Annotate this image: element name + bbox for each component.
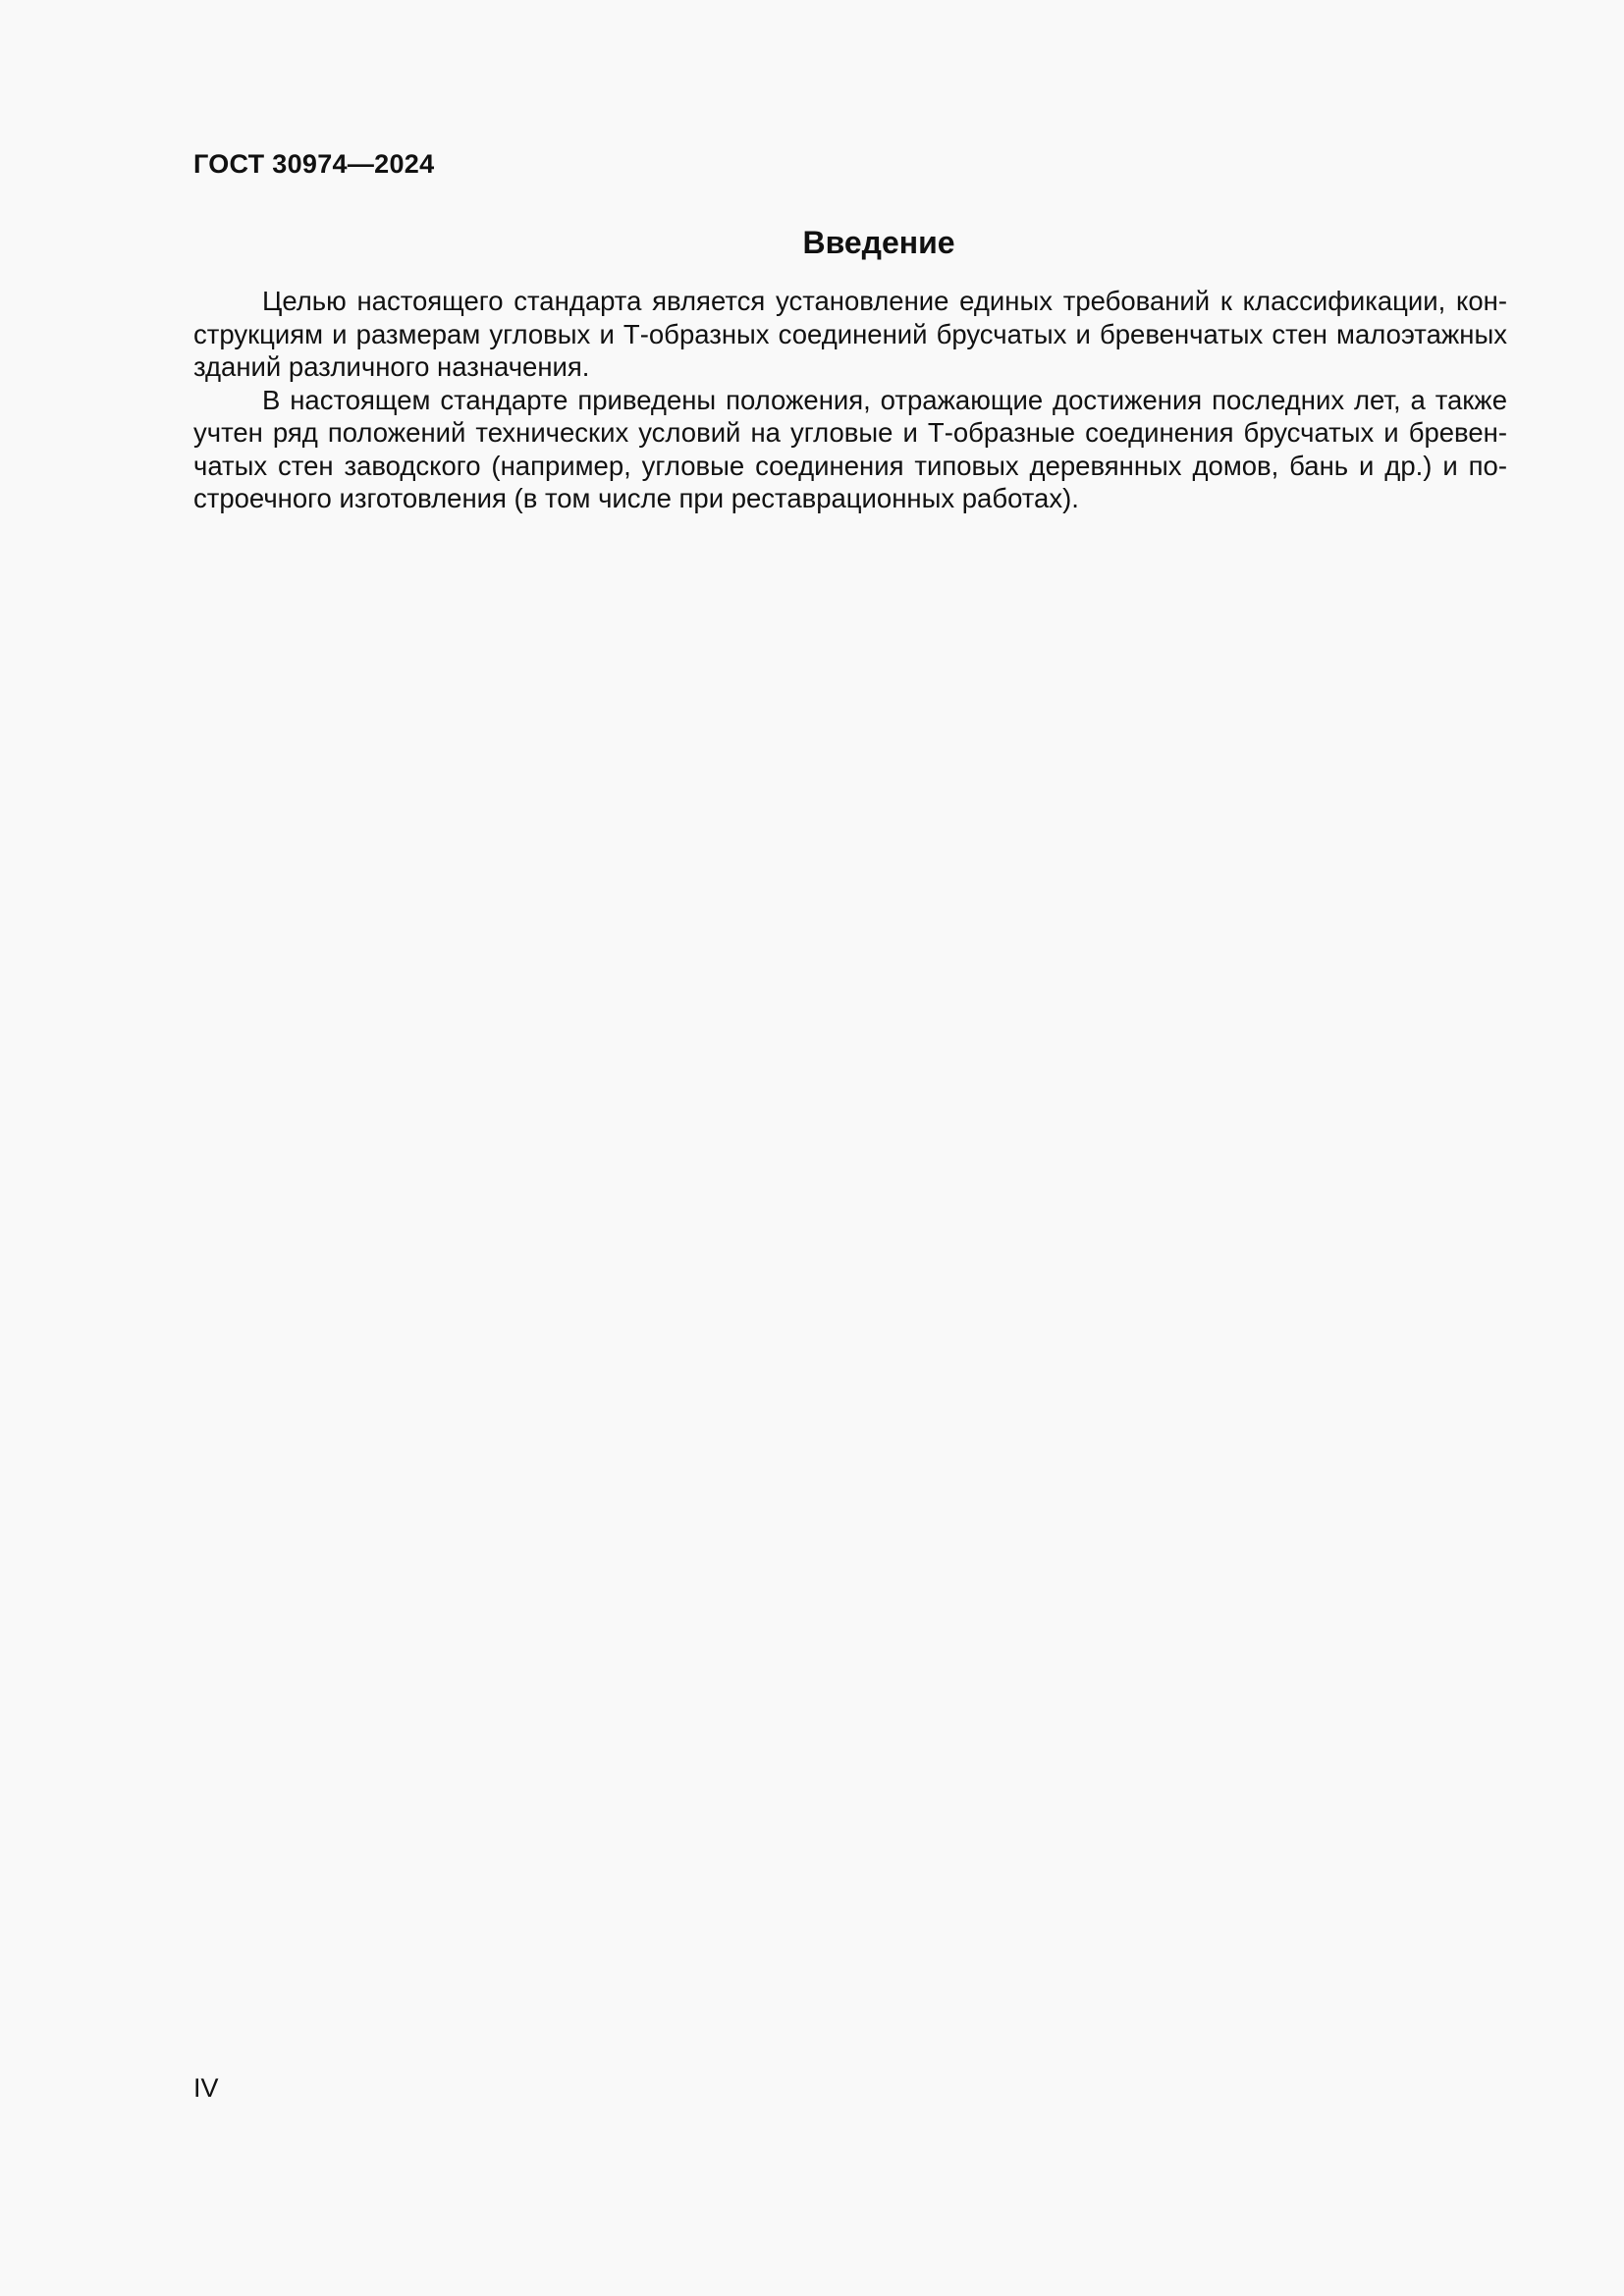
document-header: ГОСТ 30974—2024 [193,149,435,179]
body-text [193,285,1507,515]
page-number: IV [193,2073,219,2103]
paragraph-2: В настоящем стандарте приведены положения, отражающие достижения последних лет, а также учтен ряд положений технических условий на угловые и Т-образные соединения брусчатых и бревенчатых стен заводского (например, угловые соединения типовых деревянных домов, бань и др.) и построечного изготовления (в том числе при реставрационных работах). [193,384,1507,513]
paragraph-1: Целью настоящего стандарта является установление единых требований к классификации, конструкциям и размерам угловых и Т-образных соединений брусчатых и бревенчатых стен малоэтажных зданий различного назначения. [193,286,1507,382]
section-title: Введение [802,225,955,260]
